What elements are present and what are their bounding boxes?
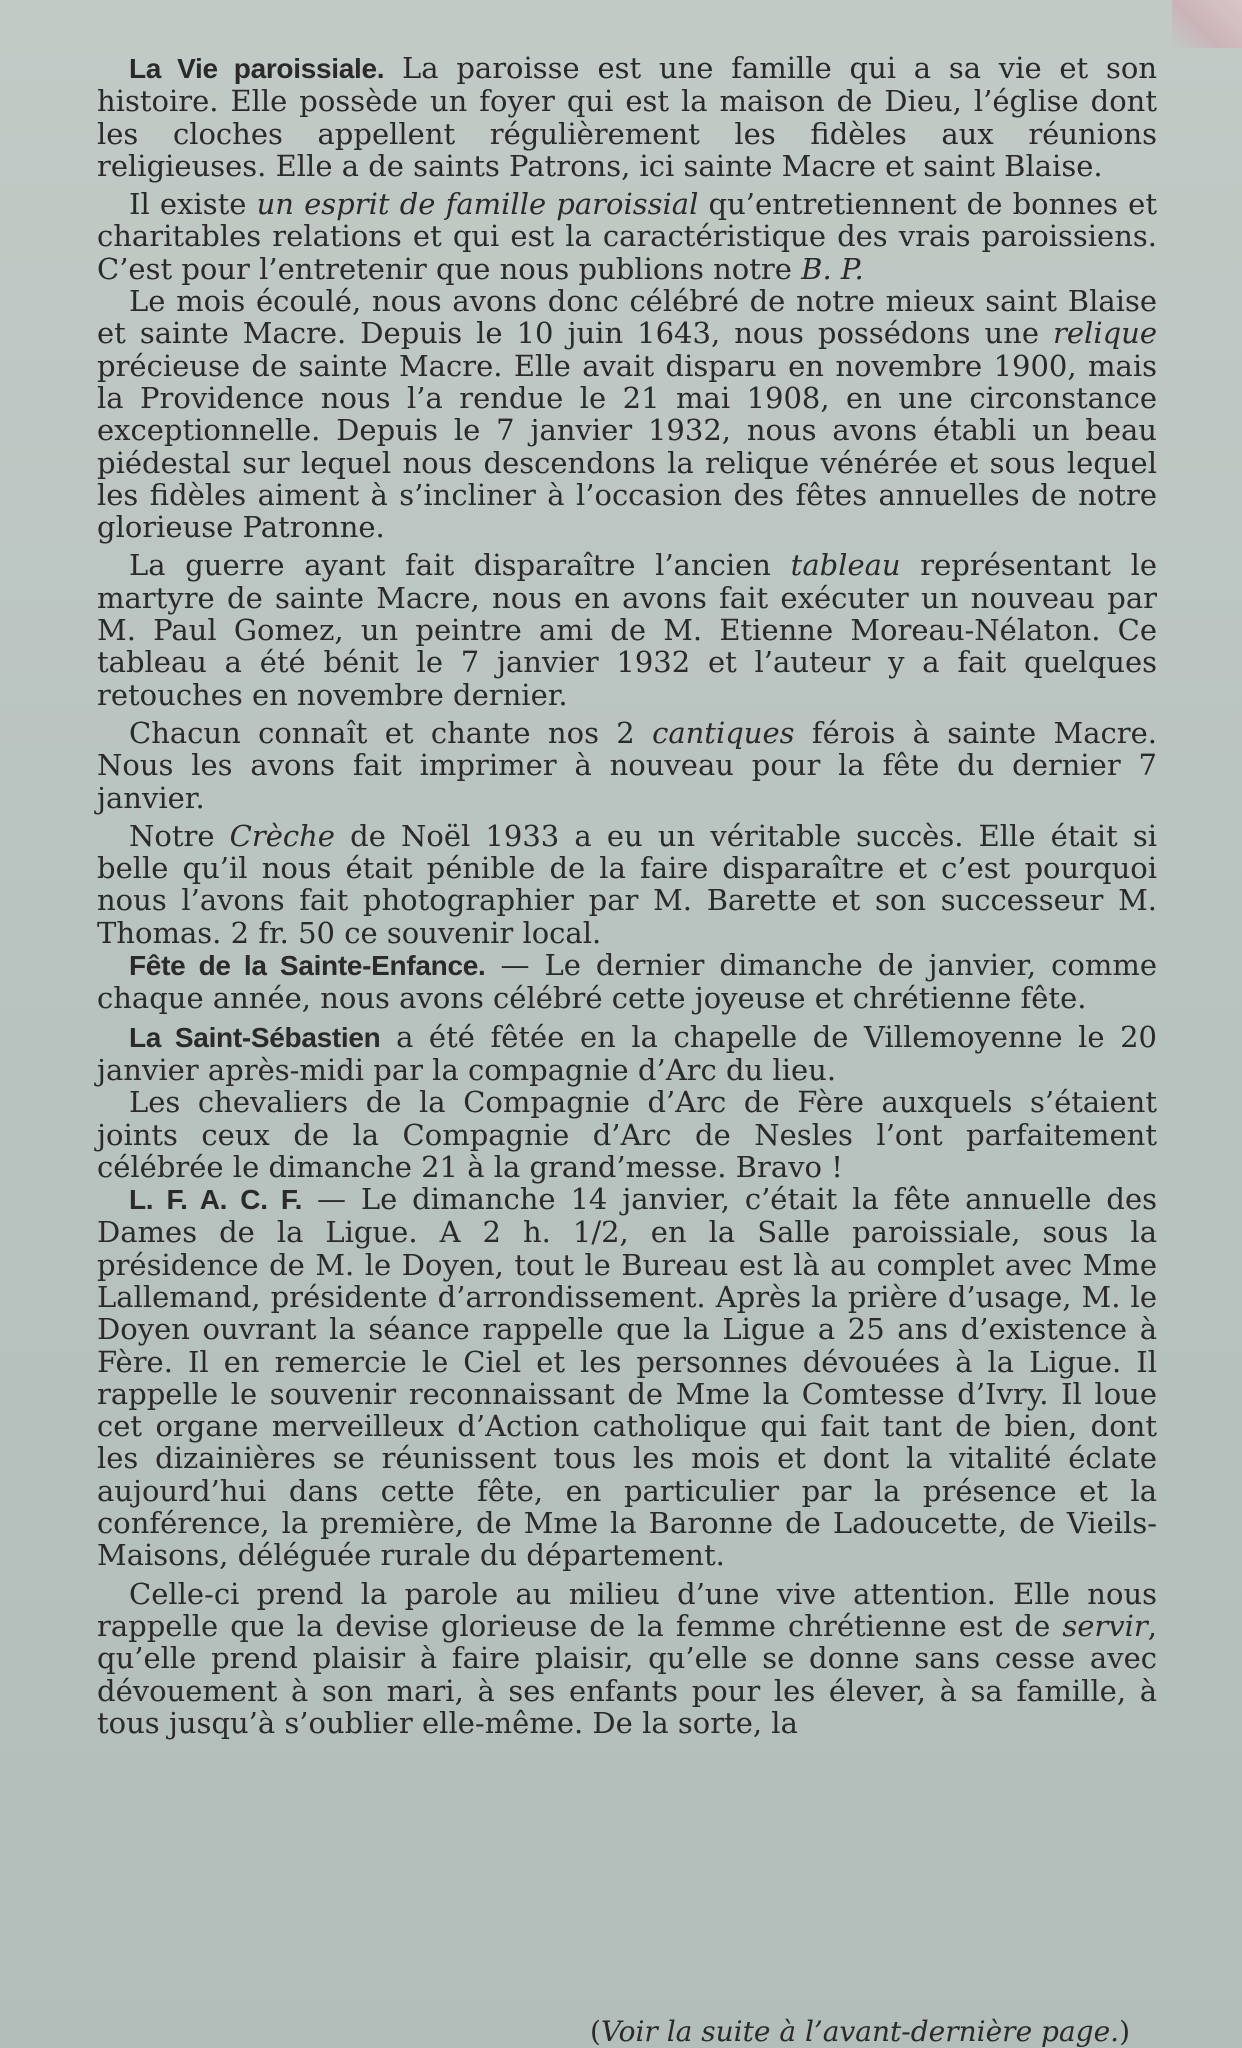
heading-vie-paroissiale: La Vie paroissiale.: [129, 53, 385, 84]
article-body: [97, 52, 1157, 1739]
paragraph-sainte-enfance: Fête de la Sainte-Enfance. — Le dernier dimanche de janvier, comme chaque année, nous avons célébré cette joyeuse et chrétienne fête.: [97, 948, 1157, 1016]
heading-lfacf: L. F. A. C. F.: [129, 1184, 303, 1216]
paragraph-cantiques: Chacun connaît et chante nos 2 cantiques férois à sainte Macre. Nous les avons fait imprimer à nouveau pour la fête du dernier 7 janvier.: [97, 715, 1157, 815]
paragraph-vie-paroissiale: La Vie paroissiale. La paroisse est une famille qui a sa vie et son histoire. Elle possède un foyer qui est la maison de Dieu, l’église dont les cloches appellent régulièrement les fidèles aux réunions religieuses. Elle a de saints Patrons, ici sainte Macre et saint Blaise.: [97, 51, 1158, 183]
heading-sainte-enfance: Fête de la Sainte-Enfance.: [129, 950, 486, 982]
paragraph-saint-sebastien: La Saint-Sébastien a été fêtée en la chapelle de Villemoyenne le 20 janvier après-midi par la compagnie d’Arc du lieu.: [97, 1019, 1157, 1087]
continuation-note: (Voir la suite à l’avant-dernière page.): [590, 2015, 1130, 2048]
paragraph-lfacf: L. F. A. C. F. — Le dimanche 14 janvier, c’était la fête annuelle des Dames de la Ligue. A 2 h. 1/2, en la Salle paroissiale, sous la présidence de M. le Doyen, tout le Bureau est là au complet avec Mme Lallemand, présidente d’arrondissement. Après la prière d’usage, M. le Doyen ouvrant la séance rappelle que la Ligue a 25 ans d’existence à Fère. Il en remercie le Ciel et les personnes dévouées à la Ligue. Il rappelle le souvenir reconnaissant de Mme la Comtesse d’Ivry. Il loue cet organe merveilleux d’Action catholique qui fait tant de bien, dont les dizainières se réunissent tous les mois et dont la vitalité éclate aujourd’hui dans cette fête, en particulier par la présence et la conférence, la première, de Mme la Baronne de Ladoucette, de Vieils-Maisons, déléguée rurale du département.: [97, 1182, 1157, 1573]
paragraph-relique: Le mois écoulé, nous avons donc célébré de notre mieux saint Blaise et sainte Macre. Depuis le 10 juin 1643, nous possédons une relique précieuse de sainte Macre. Elle avait disparu en novembre 1900, mais la Providence nous l’a rendue le 21 mai 1908, en une circonstance exceptionnelle. Depuis le 7 janvier 1932, nous avons établi un beau piédestal sur lequel nous descendons la relique vénérée et sous lequel les fidèles aiment à s’incliner à l’occasion des fêtes annuelles de notre glorieuse Patronne.: [97, 284, 1157, 545]
paragraph-chevaliers: Les chevaliers de la Compagnie d’Arc de Fère auxquels s’étaient joints ceux de la Compagnie d’Arc de Nesles l’ont parfaitement célébrée le dimanche 21 à la grand’messe. Bravo !: [97, 1085, 1157, 1184]
paragraph-conference: Celle-ci prend la parole au milieu d’une vive attention. Elle nous rappelle que la devise glorieuse de la femme chrétienne est de servir, qu’elle prend plaisir à faire plaisir, qu’elle se donne sans cesse avec dévouement à son mari, à ses enfants pour les élever, à sa famille, à tous jusqu’à s’oublier elle-même. De la sorte, la: [97, 1576, 1157, 1740]
paragraph-tableau: La guerre ayant fait disparaître l’ancien tableau représentant le martyre de sainte Macre, nous en avons fait exécuter un nouveau par M. Paul Gomez, un peintre ami de M. Etienne Moreau-Nélaton. Ce tableau a été bénit le 7 janvier 1932 et l’auteur y a fait quelques retouches en novembre dernier.: [97, 548, 1158, 712]
torn-corner: [1172, 0, 1242, 48]
paragraph-esprit-famille: Il existe un esprit de famille paroissial qu’entretiennent de bonnes et charitables relations et qui est la caractéristique des vrais paroissiens. C’est pour l’entretenir que nous publions notre B. P.: [97, 187, 1157, 286]
paragraph-creche: Notre Crèche de Noël 1933 a eu un véritable succès. Elle était si belle qu’il nous était pénible de la faire disparaître et c’est pourquoi nous l’avons fait photographier par M. Barette et son successeur M. Thomas. 2 fr. 50 ce souvenir local.: [97, 818, 1157, 950]
heading-saint-sebastien: La Saint-Sébastien: [129, 1021, 381, 1053]
